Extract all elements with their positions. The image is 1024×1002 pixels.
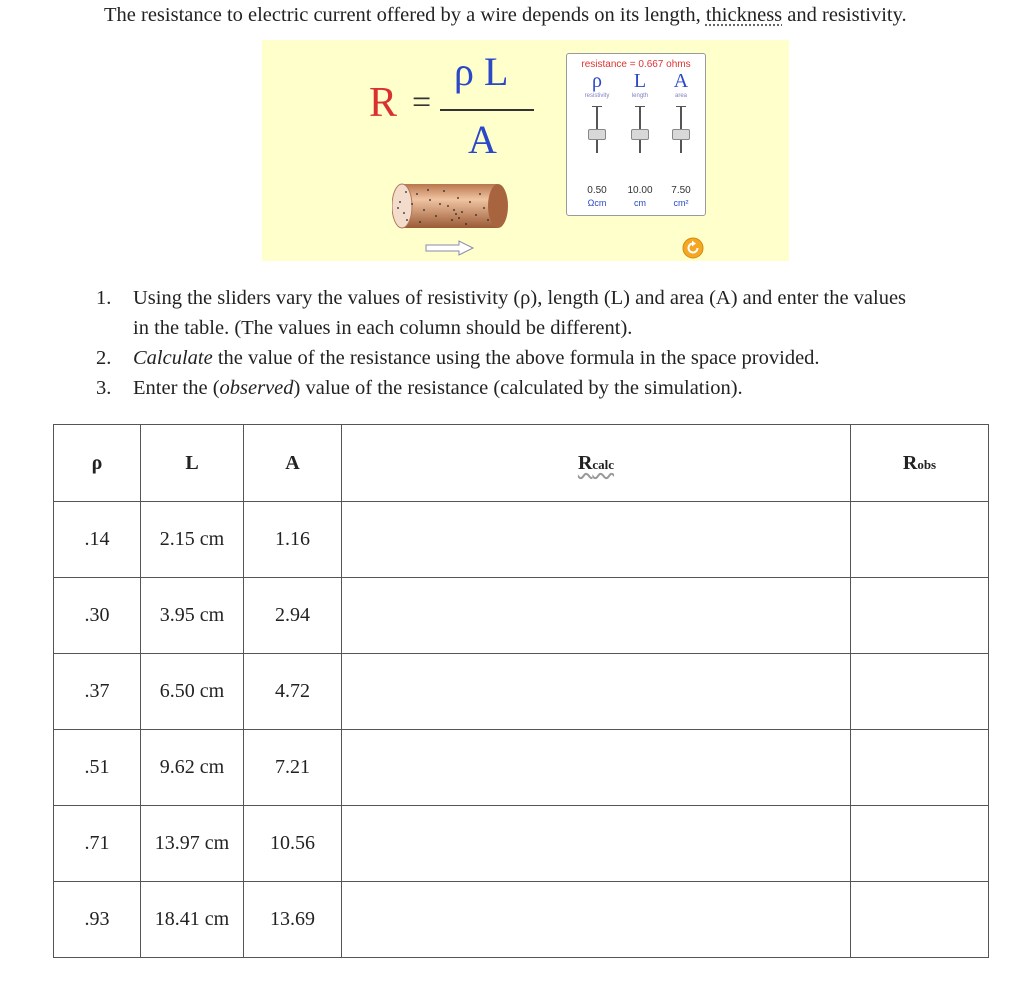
instruction-2: [96, 343, 976, 373]
cell-rho: .30: [54, 578, 141, 654]
resistance-formula: [262, 40, 789, 261]
length-slider-thumb[interactable]: [631, 129, 649, 140]
instruction-3: [96, 373, 976, 403]
area-label: area: [674, 93, 687, 99]
resistance-simulation: [262, 40, 789, 261]
header-r-obs-sub: obs: [917, 456, 937, 472]
header-length: L: [141, 425, 244, 502]
cell-r-calc[interactable]: [342, 578, 851, 654]
cell-length: 3.95 cm: [141, 578, 244, 654]
data-table: [53, 424, 989, 958]
cell-r-obs[interactable]: [851, 806, 989, 882]
header-rho: ρ: [54, 425, 141, 502]
instruction-3-emphasis: observed: [219, 377, 294, 399]
instruction-1-line2: in the table. (The values in each column should be different).: [133, 317, 633, 339]
cell-length: 6.50 cm: [141, 654, 244, 730]
table-row: [54, 654, 989, 730]
cell-area: 2.94: [244, 578, 342, 654]
intro-before: The resistance to electric current offered by a wire depends on its length,: [104, 4, 706, 26]
instruction-1: [96, 283, 976, 343]
cell-area: 4.72: [244, 654, 342, 730]
intro-after: and resistivity.: [782, 4, 907, 26]
wire-cylinder-icon: [392, 182, 510, 230]
cell-area: 10.56: [244, 806, 342, 882]
slider-panel: [566, 53, 706, 216]
rho-label: resistivity: [584, 93, 610, 99]
area-slider-thumb[interactable]: [672, 129, 690, 140]
cell-r-obs[interactable]: [851, 654, 989, 730]
instruction-1-line1: Using the sliders vary the values of resistivity (ρ), length (L) and area (A) and enter the values: [133, 287, 907, 309]
cell-area: 7.21: [244, 730, 342, 806]
intro-thickness: thickness: [705, 4, 783, 26]
reset-icon[interactable]: [682, 237, 704, 259]
cell-length: 13.97 cm: [141, 806, 244, 882]
instruction-3-number: 3.: [96, 377, 112, 399]
cell-area: 13.69: [244, 882, 342, 958]
cell-rho: .51: [54, 730, 141, 806]
rho-symbol: ρ: [592, 70, 602, 92]
cell-rho: .14: [54, 502, 141, 578]
length-symbol: L: [633, 70, 647, 92]
header-r-obs-main: R: [902, 451, 918, 474]
formula-denominator: A: [468, 117, 497, 162]
length-label: length: [631, 93, 649, 99]
resistance-readout: resistance = 0.667 ohms: [581, 59, 691, 70]
rho-unit: Ωcm: [587, 198, 607, 208]
header-r-obs: [851, 425, 989, 502]
formula-fraction-bar: [440, 109, 534, 111]
cell-r-calc[interactable]: [342, 654, 851, 730]
cell-length: 18.41 cm: [141, 882, 244, 958]
cell-area: 1.16: [244, 502, 342, 578]
header-r-calc: [342, 425, 851, 502]
cell-r-obs[interactable]: [851, 730, 989, 806]
header-r-calc-main: R: [577, 451, 593, 474]
rho-value: 0.50: [587, 185, 607, 196]
table-row: [54, 730, 989, 806]
header-area: A: [244, 425, 342, 502]
length-unit: cm: [634, 198, 646, 208]
formula-numerator: ρ L: [454, 49, 509, 94]
instruction-3-pre: Enter the (: [133, 377, 220, 399]
instruction-1-number: 1.: [96, 287, 112, 309]
table-row: [54, 806, 989, 882]
cell-rho: .93: [54, 882, 141, 958]
area-value: 7.50: [671, 185, 691, 196]
rho-slider-thumb[interactable]: [588, 129, 606, 140]
table-row: [54, 578, 989, 654]
cell-length: 2.15 cm: [141, 502, 244, 578]
cell-length: 9.62 cm: [141, 730, 244, 806]
length-value: 10.00: [627, 185, 653, 196]
cell-r-calc[interactable]: [342, 806, 851, 882]
table-row: [54, 882, 989, 958]
instruction-2-number: 2.: [96, 347, 112, 369]
cell-rho: .37: [54, 654, 141, 730]
header-r-calc-sub: calc: [592, 456, 615, 472]
instruction-3-text: ) value of the resistance (calculated by the simulation).: [293, 377, 743, 399]
area-unit: cm²: [673, 198, 689, 208]
table-header-row: [54, 425, 989, 502]
cell-r-calc[interactable]: [342, 730, 851, 806]
instruction-2-emphasis: Calculate: [133, 347, 213, 369]
formula-equals: =: [412, 84, 432, 121]
instruction-2-text: the value of the resistance using the above formula in the space provided.: [212, 347, 820, 369]
cell-rho: .71: [54, 806, 141, 882]
table-row: [54, 502, 989, 578]
area-symbol: A: [673, 70, 689, 92]
cell-r-calc[interactable]: [342, 502, 851, 578]
cell-r-obs[interactable]: [851, 882, 989, 958]
current-arrow-icon: [425, 240, 475, 256]
cell-r-calc[interactable]: [342, 882, 851, 958]
formula-r: R: [369, 80, 398, 126]
instructions-list: [96, 283, 976, 403]
cell-r-obs[interactable]: [851, 578, 989, 654]
cell-r-obs[interactable]: [851, 502, 989, 578]
intro-text: [104, 4, 907, 27]
